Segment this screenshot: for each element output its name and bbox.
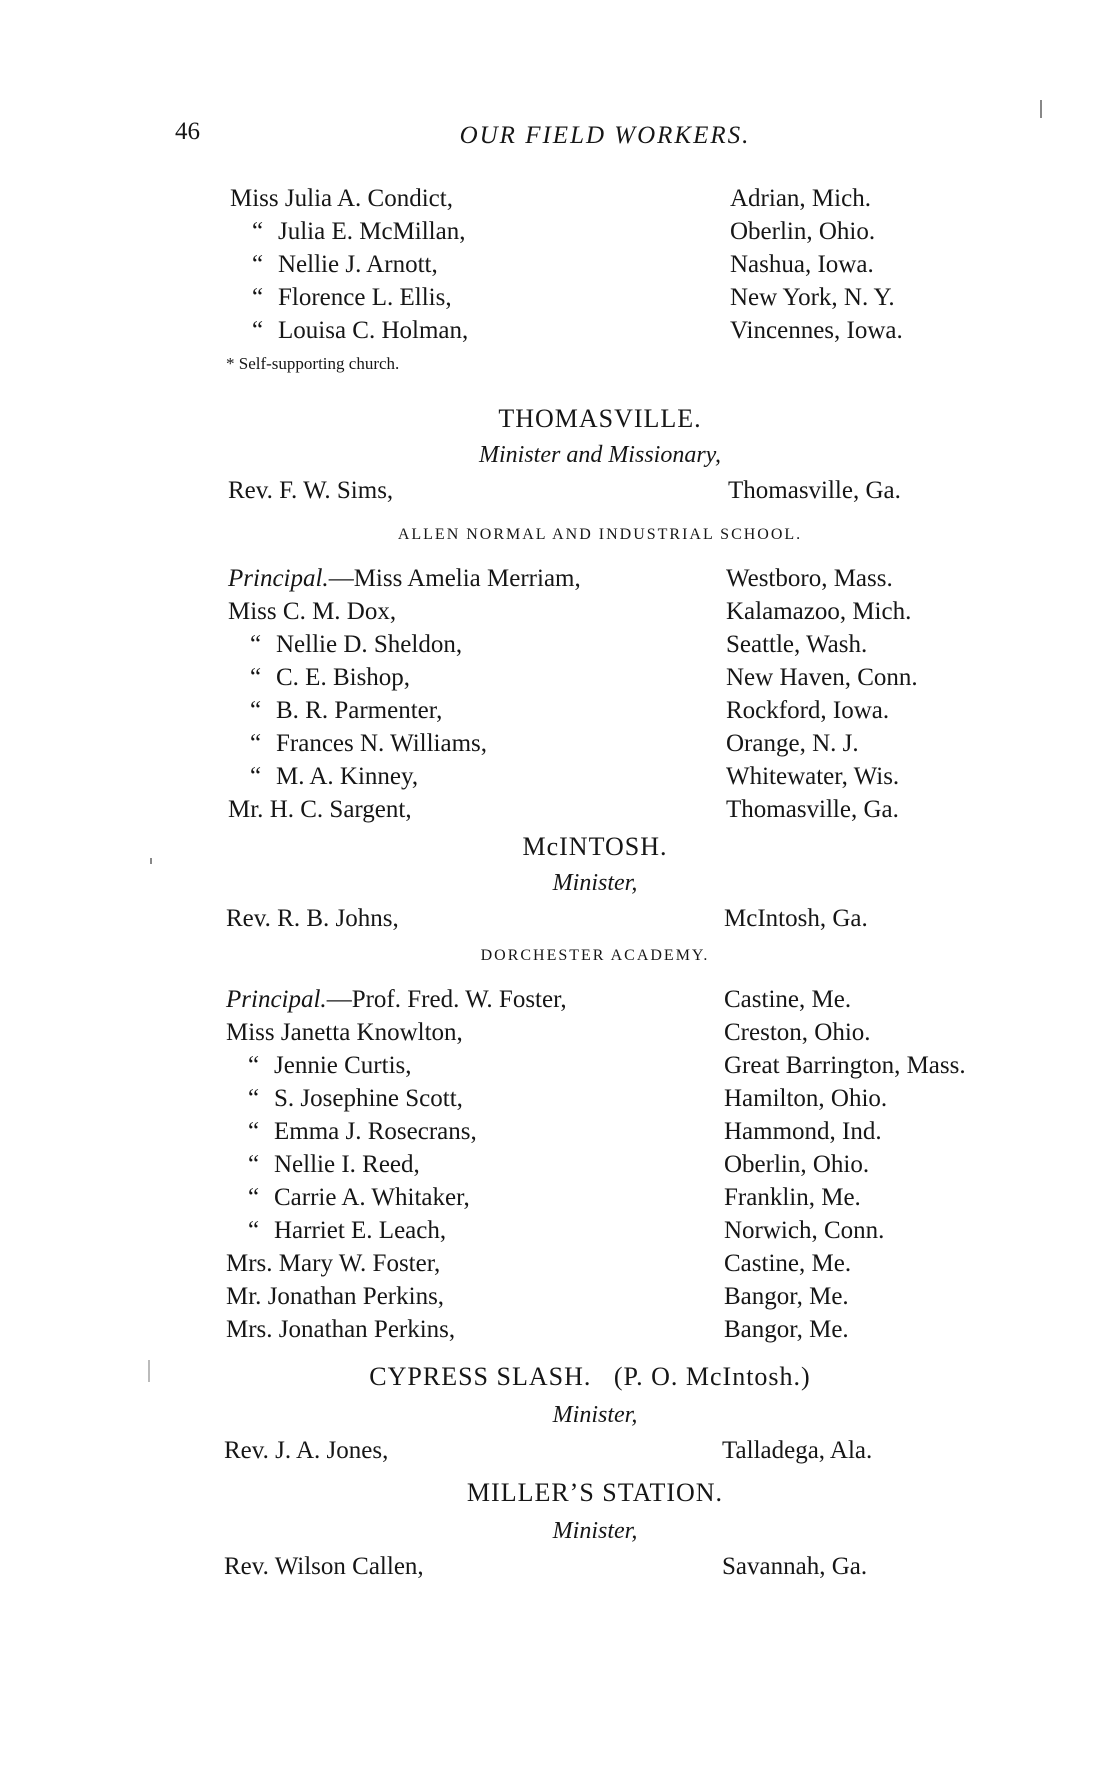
principal-place: Castine, Me. xyxy=(724,986,852,1013)
list-item xyxy=(226,1181,1026,1215)
minister-row xyxy=(226,902,966,936)
entry-prefix: Miss xyxy=(226,1019,275,1046)
list-item xyxy=(230,248,970,282)
list-item xyxy=(228,595,988,629)
entry-name: Julia E. McMillan, xyxy=(278,218,466,245)
ditto-mark: “ xyxy=(248,1052,260,1079)
entry-name: Harriet E. Leach, xyxy=(274,1217,447,1244)
ditto-mark: “ xyxy=(248,1151,260,1178)
minister-name: Rev. F. W. Sims, xyxy=(228,477,394,504)
ditto-mark: “ xyxy=(252,317,264,344)
entry-name: Emma J. Rosecrans, xyxy=(274,1118,477,1145)
ditto-mark: “ xyxy=(252,284,264,311)
entry-place: Creston, Ohio. xyxy=(724,1019,871,1046)
list-item xyxy=(226,1247,1026,1281)
entry-name: Jonathan Perkins, xyxy=(267,1283,445,1310)
list-item xyxy=(230,281,970,315)
list-item xyxy=(226,1049,1026,1083)
ditto-mark: “ xyxy=(252,251,264,278)
entry-prefix: Miss xyxy=(228,598,277,625)
ditto-mark: “ xyxy=(250,664,262,691)
minister-name: Rev. Wilson Callen, xyxy=(224,1553,424,1580)
list-item xyxy=(228,727,988,761)
entry-place: Bangor, Me. xyxy=(724,1316,849,1343)
scan-artifact xyxy=(150,858,152,864)
scan-artifact xyxy=(148,1360,150,1382)
role-label: Minister and Missionary, xyxy=(478,442,721,468)
entry-name: Julia A. Condict, xyxy=(284,185,453,212)
principal-label: Principal. xyxy=(226,986,327,1013)
page-number: 46 xyxy=(175,118,200,145)
entry-prefix: Mrs. xyxy=(226,1316,273,1343)
entry-place: Seattle, Wash. xyxy=(726,631,868,658)
entry-place: Hamilton, Ohio. xyxy=(724,1085,888,1112)
role-label: Minister, xyxy=(552,870,638,896)
principal-place: Westboro, Mass. xyxy=(726,565,893,592)
entry-place: Rockford, Iowa. xyxy=(726,697,890,724)
entry-prefix: Mrs. xyxy=(226,1250,273,1277)
ditto-mark: “ xyxy=(250,730,262,757)
minister-row xyxy=(224,1550,964,1584)
list-item xyxy=(230,182,970,216)
ditto-mark: “ xyxy=(250,631,262,658)
list-item xyxy=(228,628,988,662)
entry-name: Nellie J. Arnott, xyxy=(278,251,438,278)
entry-name: Nellie I. Reed, xyxy=(274,1151,420,1178)
list-item xyxy=(230,314,970,348)
entry-prefix: Mr. xyxy=(228,796,264,823)
entry-place: Whitewater, Wis. xyxy=(726,763,900,790)
entry-prefix: Miss xyxy=(230,185,279,212)
entry-place: Franklin, Me. xyxy=(724,1184,861,1211)
list-item xyxy=(228,760,988,794)
ditto-mark: “ xyxy=(250,763,262,790)
minister-place: Savannah, Ga. xyxy=(722,1553,868,1580)
school-name: ALLEN NORMAL AND INDUSTRIAL SCHOOL. xyxy=(397,526,803,543)
entry-place: Oberlin, Ohio. xyxy=(724,1151,870,1178)
ditto-mark: “ xyxy=(248,1217,260,1244)
list-item xyxy=(228,793,988,827)
entry-place: Vincennes, Iowa. xyxy=(730,317,903,344)
scan-artifact xyxy=(1040,100,1042,118)
role-label: Minister, xyxy=(552,1402,638,1428)
entry-name: Florence L. Ellis, xyxy=(278,284,452,311)
running-title: OUR FIELD WORKERS. xyxy=(459,122,751,149)
principal-label: Principal. xyxy=(228,565,329,592)
entry-place: Norwich, Conn. xyxy=(724,1217,885,1244)
entry-name: M. A. Kinney, xyxy=(276,763,419,790)
list-item xyxy=(228,694,988,728)
minister-place: Talladega, Ala. xyxy=(722,1437,873,1464)
list-item xyxy=(226,1313,1026,1347)
entry-place: Bangor, Me. xyxy=(724,1283,849,1310)
list-item xyxy=(226,1148,1026,1182)
entry-name: Jennie Curtis, xyxy=(274,1052,412,1079)
school-name: DORCHESTER ACADEMY. xyxy=(480,947,710,964)
entry-name: Mary W. Foster, xyxy=(278,1250,441,1277)
entry-place: Hammond, Ind. xyxy=(724,1118,882,1145)
list-item xyxy=(226,1115,1026,1149)
section-heading-mcintosh: McINTOSH. xyxy=(522,832,668,861)
principal-row xyxy=(228,562,988,596)
list-item xyxy=(226,1082,1026,1116)
ditto-mark: “ xyxy=(248,1085,260,1112)
ditto-mark: “ xyxy=(248,1184,260,1211)
list-item xyxy=(226,1280,1026,1314)
role-label: Minister, xyxy=(552,1518,638,1544)
entry-name: Nellie D. Sheldon, xyxy=(276,631,463,658)
ditto-mark: “ xyxy=(248,1118,260,1145)
entry-place: Nashua, Iowa. xyxy=(730,251,874,278)
ditto-mark: “ xyxy=(252,218,264,245)
principal-row xyxy=(226,983,1026,1017)
entry-place: New York, N. Y. xyxy=(730,284,895,311)
entry-name: S. Josephine Scott, xyxy=(274,1085,463,1112)
entry-name: Jonathan Perkins, xyxy=(278,1316,456,1343)
list-item xyxy=(226,1214,1026,1248)
entry-place: Castine, Me. xyxy=(724,1250,852,1277)
principal-name: —Prof. Fred. W. Foster, xyxy=(326,986,567,1013)
entry-prefix: Mr. xyxy=(226,1283,262,1310)
entry-name: Carrie A. Whitaker, xyxy=(274,1184,470,1211)
minister-place: Thomasville, Ga. xyxy=(728,477,901,504)
section-heading-millers-station: MILLER’S STATION. xyxy=(466,1478,724,1507)
section-heading-cypress-slash: CYPRESS SLASH. (P. O. McIntosh.) xyxy=(369,1362,811,1391)
entry-place: Orange, N. J. xyxy=(726,730,859,757)
entry-place: Great Barrington, Mass. xyxy=(724,1052,966,1079)
principal-name: —Miss Amelia Merriam, xyxy=(328,565,581,592)
minister-name: Rev. J. A. Jones, xyxy=(224,1437,389,1464)
minister-name: Rev. R. B. Johns, xyxy=(226,905,399,932)
minister-place: McIntosh, Ga. xyxy=(724,905,868,932)
entry-place: Oberlin, Ohio. xyxy=(730,218,876,245)
ditto-mark: “ xyxy=(250,697,262,724)
minister-row xyxy=(228,474,968,508)
entry-place: New Haven, Conn. xyxy=(726,664,918,691)
minister-row xyxy=(224,1434,964,1468)
entry-name: C. E. Bishop, xyxy=(276,664,411,691)
entry-name: Frances N. Williams, xyxy=(276,730,487,757)
entry-place: Thomasville, Ga. xyxy=(726,796,899,823)
entry-name: B. R. Parmenter, xyxy=(276,697,443,724)
list-item xyxy=(228,661,988,695)
list-item xyxy=(226,1016,1026,1050)
entry-place: Adrian, Mich. xyxy=(730,185,871,212)
entry-name: Janetta Knowlton, xyxy=(280,1019,463,1046)
list-item xyxy=(230,215,970,249)
entry-name: C. M. Dox, xyxy=(282,598,397,625)
entry-name: Louisa C. Holman, xyxy=(278,317,469,344)
section-heading-thomasville: THOMASVILLE. xyxy=(498,404,702,433)
footnote: * Self-supporting church. xyxy=(226,354,400,373)
entry-place: Kalamazoo, Mich. xyxy=(726,598,912,625)
entry-name: H. C. Sargent, xyxy=(269,796,412,823)
